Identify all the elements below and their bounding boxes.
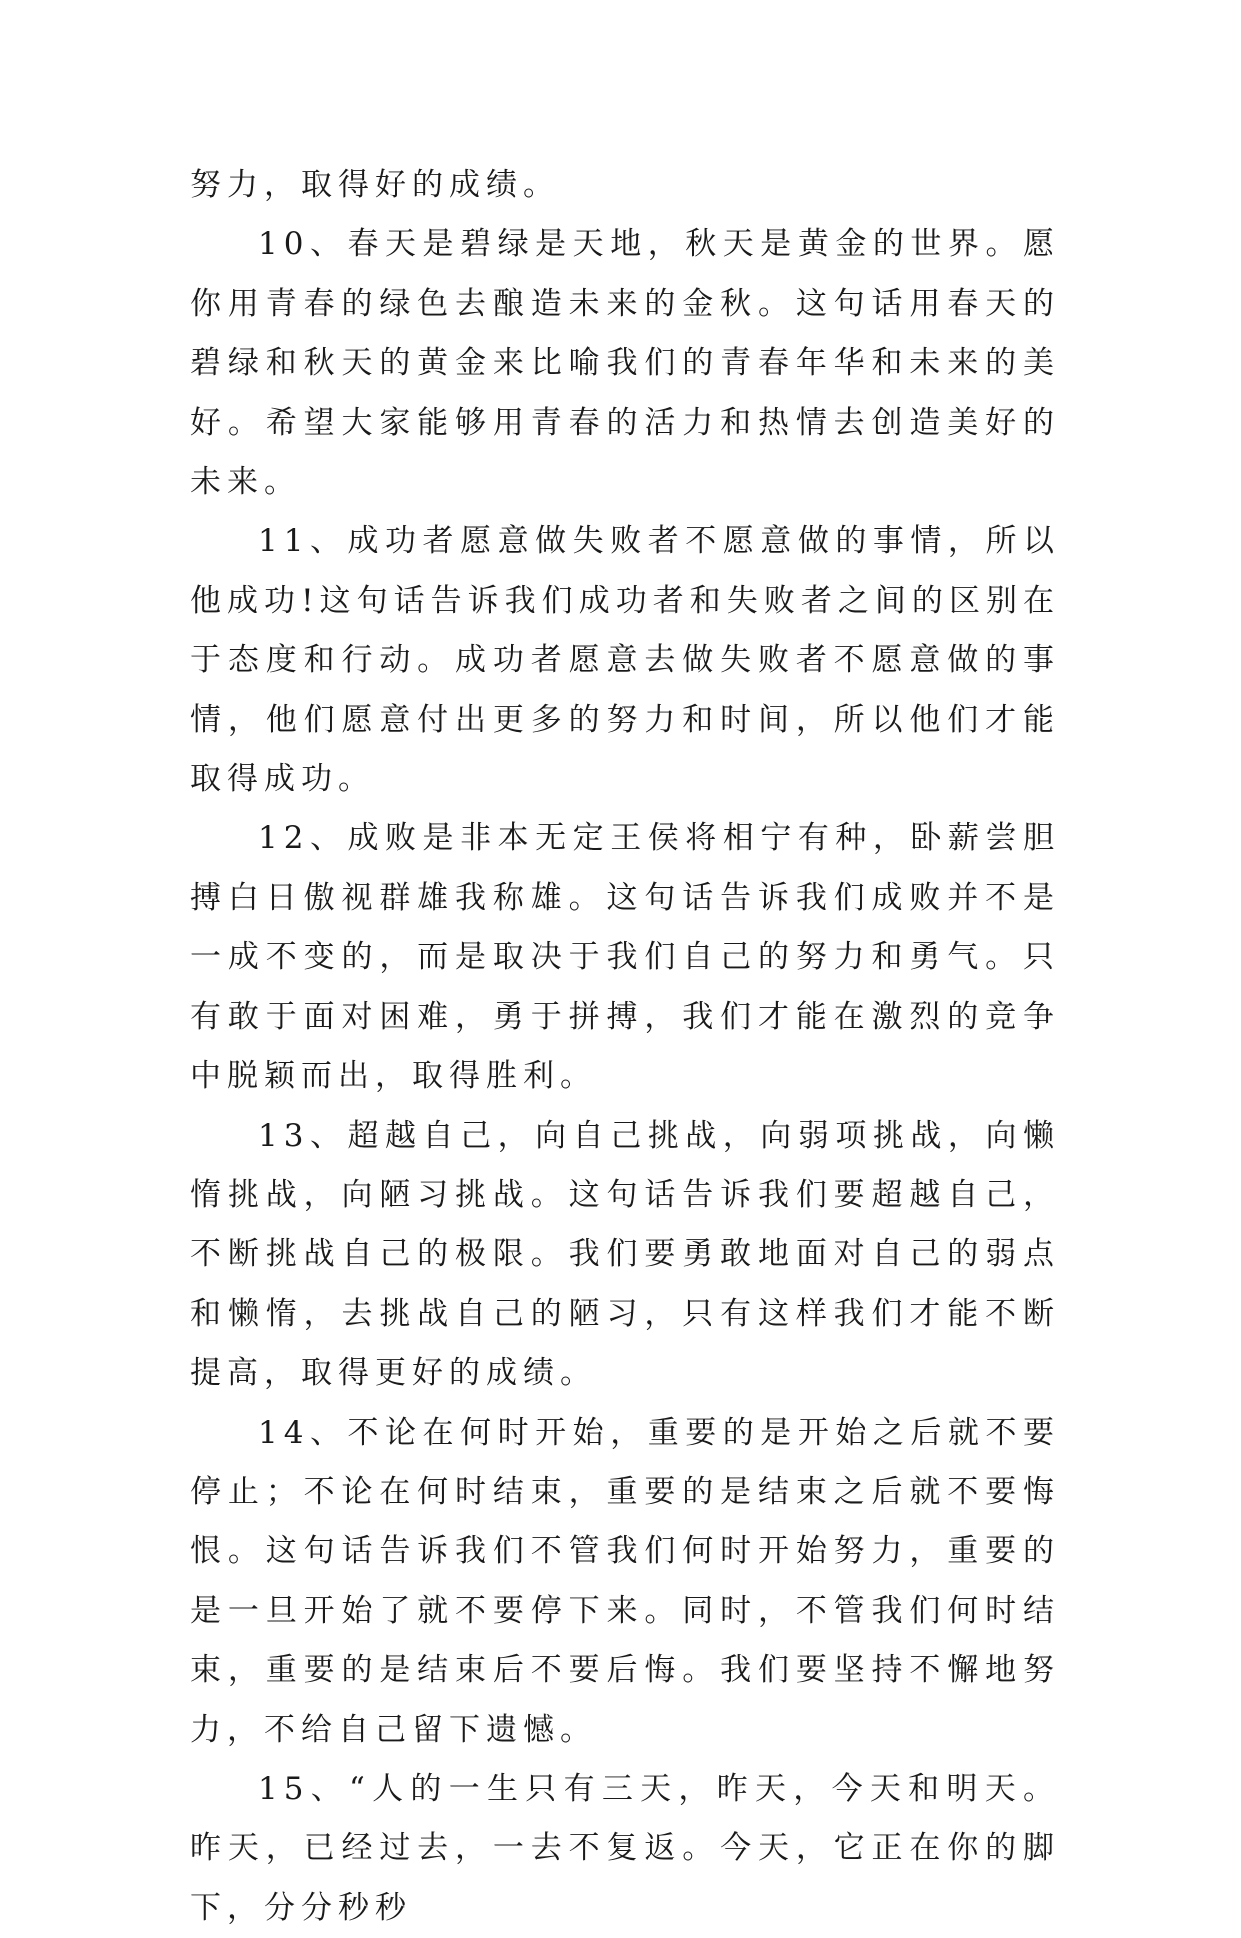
- paragraph: 14、不论在何时开始，重要的是开始之后就不要停止；不论在何时结束，重要的是结束之后就不要悔恨。这句话告诉我们不管我们何时开始努力，重要的是一旦开始了就不要停下来。同时，不管我们何时结束，重要的是结束后不要后悔。我们要坚持不懈地努力，不给自己留下遗憾。: [190, 1414, 1060, 1748]
- paragraph: 11、成功者愿意做失败者不愿意做的事情，所以他成功!这句话告诉我们成功者和失败者之间的区别在于态度和行动。成功者愿意去做失败者不愿意做的事情，他们愿意付出更多的努力和时间，所以他们才能取得成功。: [190, 523, 1060, 798]
- paragraph: 努力，取得好的成绩。: [190, 167, 560, 203]
- paragraph: 15、“人的一生只有三天，昨天，今天和明天。昨天，已经过去，一去不复返。今天，它正在你的脚下，分分秒秒: [190, 1770, 1060, 1926]
- paragraph: 12、成败是非本无定王侯将相宁有种，卧薪尝胆搏白日傲视群雄我称雄。这句话告诉我们成败并不是一成不变的，而是取决于我们自己的努力和勇气。只有敢于面对困难，勇于拼搏，我们才能在激烈的竞争中脱颖而出，取得胜利。: [190, 820, 1060, 1095]
- document-body: [190, 156, 1060, 1938]
- paragraph: 10、春天是碧绿是天地，秋天是黄金的世界。愿你用青春的绿色去酿造未来的金秋。这句话用春天的碧绿和秋天的黄金来比喻我们的青春年华和未来的美好。希望大家能够用青春的活力和热情去创造美好的未来。: [190, 226, 1060, 501]
- paragraph: 13、超越自己，向自己挑战，向弱项挑战，向懒惰挑战，向陋习挑战。这句话告诉我们要超越自己，不断挑战自己的极限。我们要勇敢地面对自己的弱点和懒惰，去挑战自己的陋习，只有这样我们才能不断提高，取得更好的成绩。: [190, 1117, 1060, 1392]
